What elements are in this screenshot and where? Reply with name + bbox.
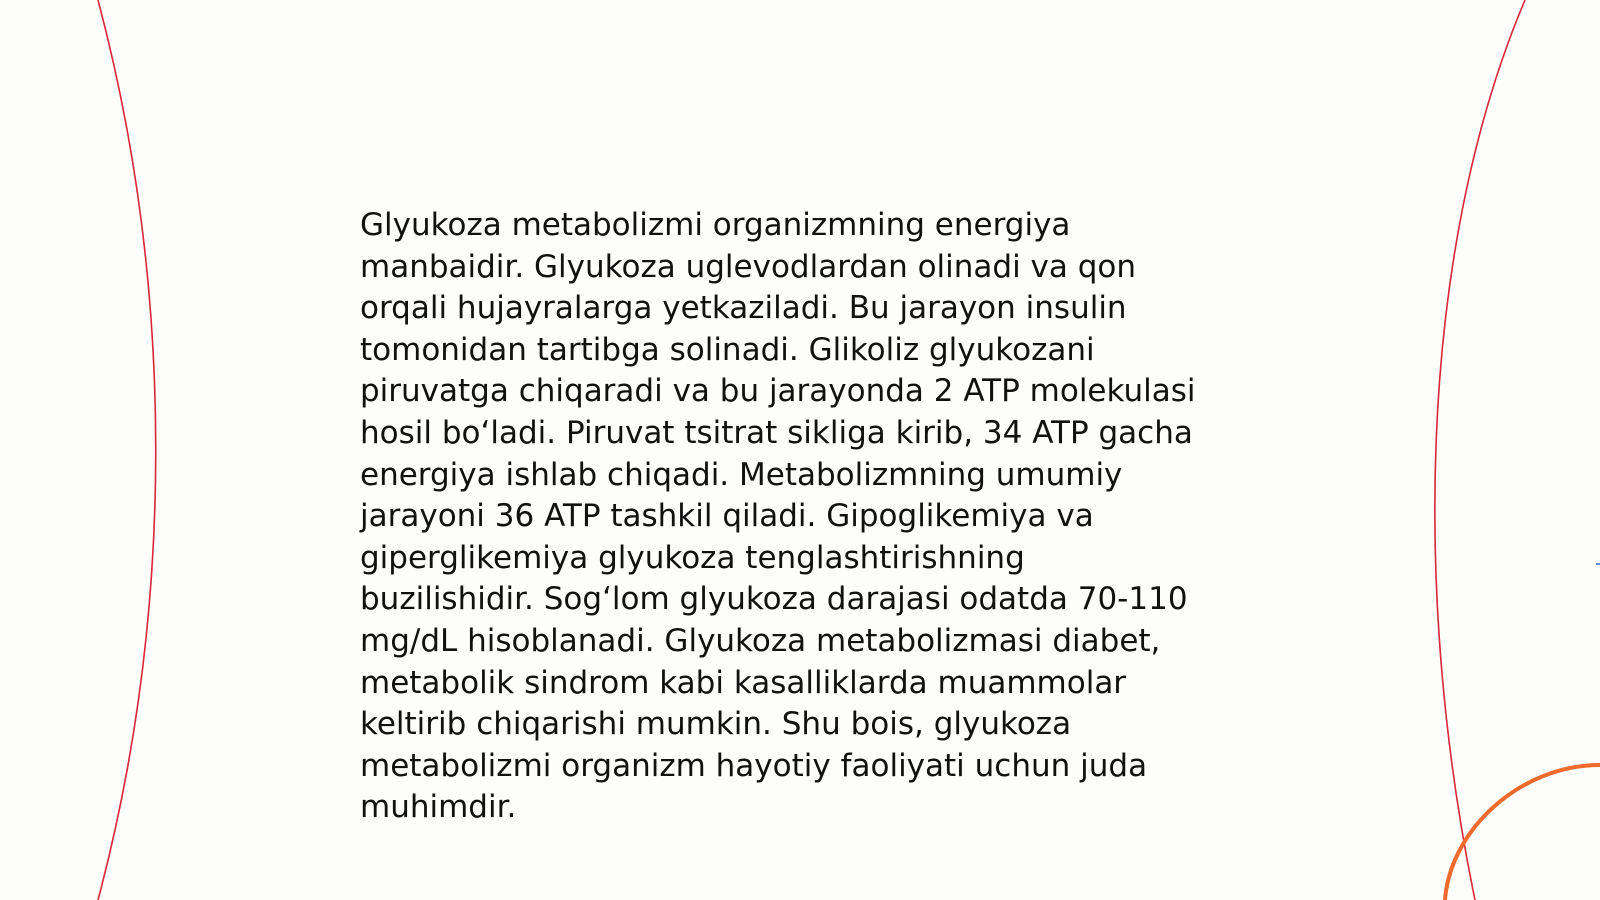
paragraph-line-11: mg/dL hisoblanadi. Glyukoza metabolizmasi diabet, (360, 622, 1161, 659)
paragraph-line-2: manbaidir. Glyukoza uglevodlardan olinadi va qon (360, 248, 1137, 285)
paragraph-line-4: tomonidan tartibga solinadi. Glikoliz glyukozani (360, 331, 1095, 368)
right-orange-arc (1445, 765, 1600, 900)
paragraph-line-14: metabolizmi organizm hayotiy faoliyati uchun juda (360, 747, 1148, 784)
paragraph-line-8: jarayoni 36 ATP tashkil qiladi. Gipoglikemiya va (360, 498, 1094, 535)
paragraph-line-1: Glyukoza metabolizmi organizmning energiya (360, 207, 1071, 243)
paragraph-line-7: energiya ishlab chiqadi. Metabolizmning umumiy (360, 456, 1123, 493)
body-paragraph (360, 205, 1240, 829)
paragraph-line-12: metabolik sindrom kabi kasalliklarda muammolar (360, 664, 1127, 701)
paragraph-line-3: orqali hujayralarga yetkaziladi. Bu jarayon insulin (360, 290, 1127, 327)
right-red-arc (1435, 0, 1525, 900)
paragraph-line-5: piruvatga chiqaradi va bu jarayonda 2 ATP molekulasi (360, 373, 1196, 410)
paragraph-line-6: hosil bo‘ladi. Piruvat tsitrat sikliga kirib, 34 ATP gacha (360, 414, 1193, 451)
paragraph-line-9: giperglikemiya glyukoza tenglashtirishning (360, 539, 1025, 576)
left-red-arc (98, 0, 156, 900)
paragraph-line-15: muhimdir. (360, 789, 517, 826)
paragraph-line-10: buzilishidir. Sog‘lom glyukoza darajasi odatda 70-110 (360, 581, 1188, 618)
paragraph-line-13: keltirib chiqarishi mumkin. Shu bois, glyukoza (360, 706, 1072, 743)
